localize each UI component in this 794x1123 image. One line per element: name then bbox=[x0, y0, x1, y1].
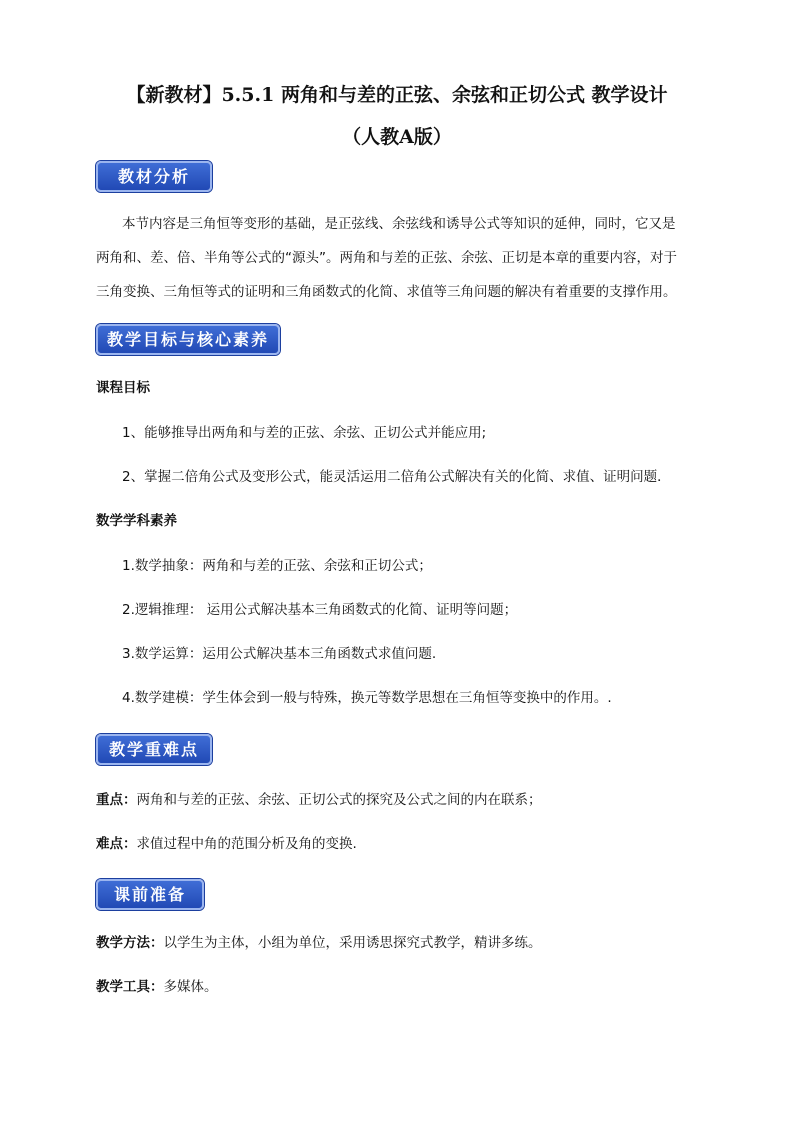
literacy-item-4: 4.数学建模：学生体会到一般与特殊，换元等数学思想在三角恒等变换中的作用。. bbox=[122, 690, 612, 706]
difficulty-text: 求值过程中角的范围分析及角的变换. bbox=[136, 836, 357, 852]
section-badge-key-points: 教学重难点 bbox=[96, 734, 212, 765]
tools-text: 多媒体。 bbox=[163, 979, 218, 995]
document-subtitle: （人教A版） bbox=[342, 126, 452, 148]
section-badge-preparation: 课前准备 bbox=[96, 879, 204, 910]
course-goal-item-2: 2、掌握二倍角公式及变形公式，能灵活运用二倍角公式解决有关的化简、求值、证明问题． bbox=[122, 469, 671, 485]
difficulty-line bbox=[96, 838, 700, 852]
tools-line bbox=[96, 981, 700, 995]
focus-label: 重点： bbox=[96, 792, 137, 808]
focus-line bbox=[96, 794, 700, 808]
document-title: 【新教材】5.5.1 两角和与差的正弦、余弦和正切公式 教学设计 bbox=[126, 84, 668, 106]
method-label: 教学方法： bbox=[96, 935, 164, 951]
method-text: 以学生为主体，小组为单位，采用诱思探究式教学，精讲多练。 bbox=[163, 935, 542, 951]
tools-label: 教学工具： bbox=[96, 979, 164, 995]
course-goal-item-1: 1、能够推导出两角和与差的正弦、余弦、正切公式并能应用; bbox=[122, 425, 487, 441]
course-goals-heading: 课程目标 bbox=[96, 380, 150, 396]
analysis-line-3: 三角变换、三角恒等式的证明和三角函数式的化简、求值等三角问题的解决有着重要的支撑作用。 bbox=[96, 284, 677, 300]
literacy-item-1: 1.数学抽象：两角和与差的正弦、余弦和正切公式； bbox=[122, 558, 432, 574]
focus-text: 两角和与差的正弦、余弦、正切公式的探究及公式之间的内在联系； bbox=[136, 792, 542, 808]
method-line bbox=[96, 937, 700, 951]
literacy-heading: 数学学科素养 bbox=[96, 513, 177, 529]
section-badge-objectives: 教学目标与核心素养 bbox=[96, 324, 280, 355]
analysis-line-1: 本节内容是三角恒等变形的基础，是正弦线、余弦线和诱导公式等知识的延伸，同时，它又是 bbox=[122, 216, 676, 232]
analysis-line-2: 两角和、差、倍、半角等公式的“源头”。两角和与差的正弦、余弦、正切是本章的重要内容，对于 bbox=[96, 250, 677, 266]
literacy-item-3: 3.数学运算：运用公式解决基本三角函数式求值问题. bbox=[122, 646, 437, 662]
section-badge-analysis: 教材分析 bbox=[96, 161, 212, 192]
difficulty-label: 难点： bbox=[96, 836, 137, 852]
literacy-item-2: 2.逻辑推理： 运用公式解决基本三角函数式的化简、证明等问题； bbox=[122, 602, 518, 618]
